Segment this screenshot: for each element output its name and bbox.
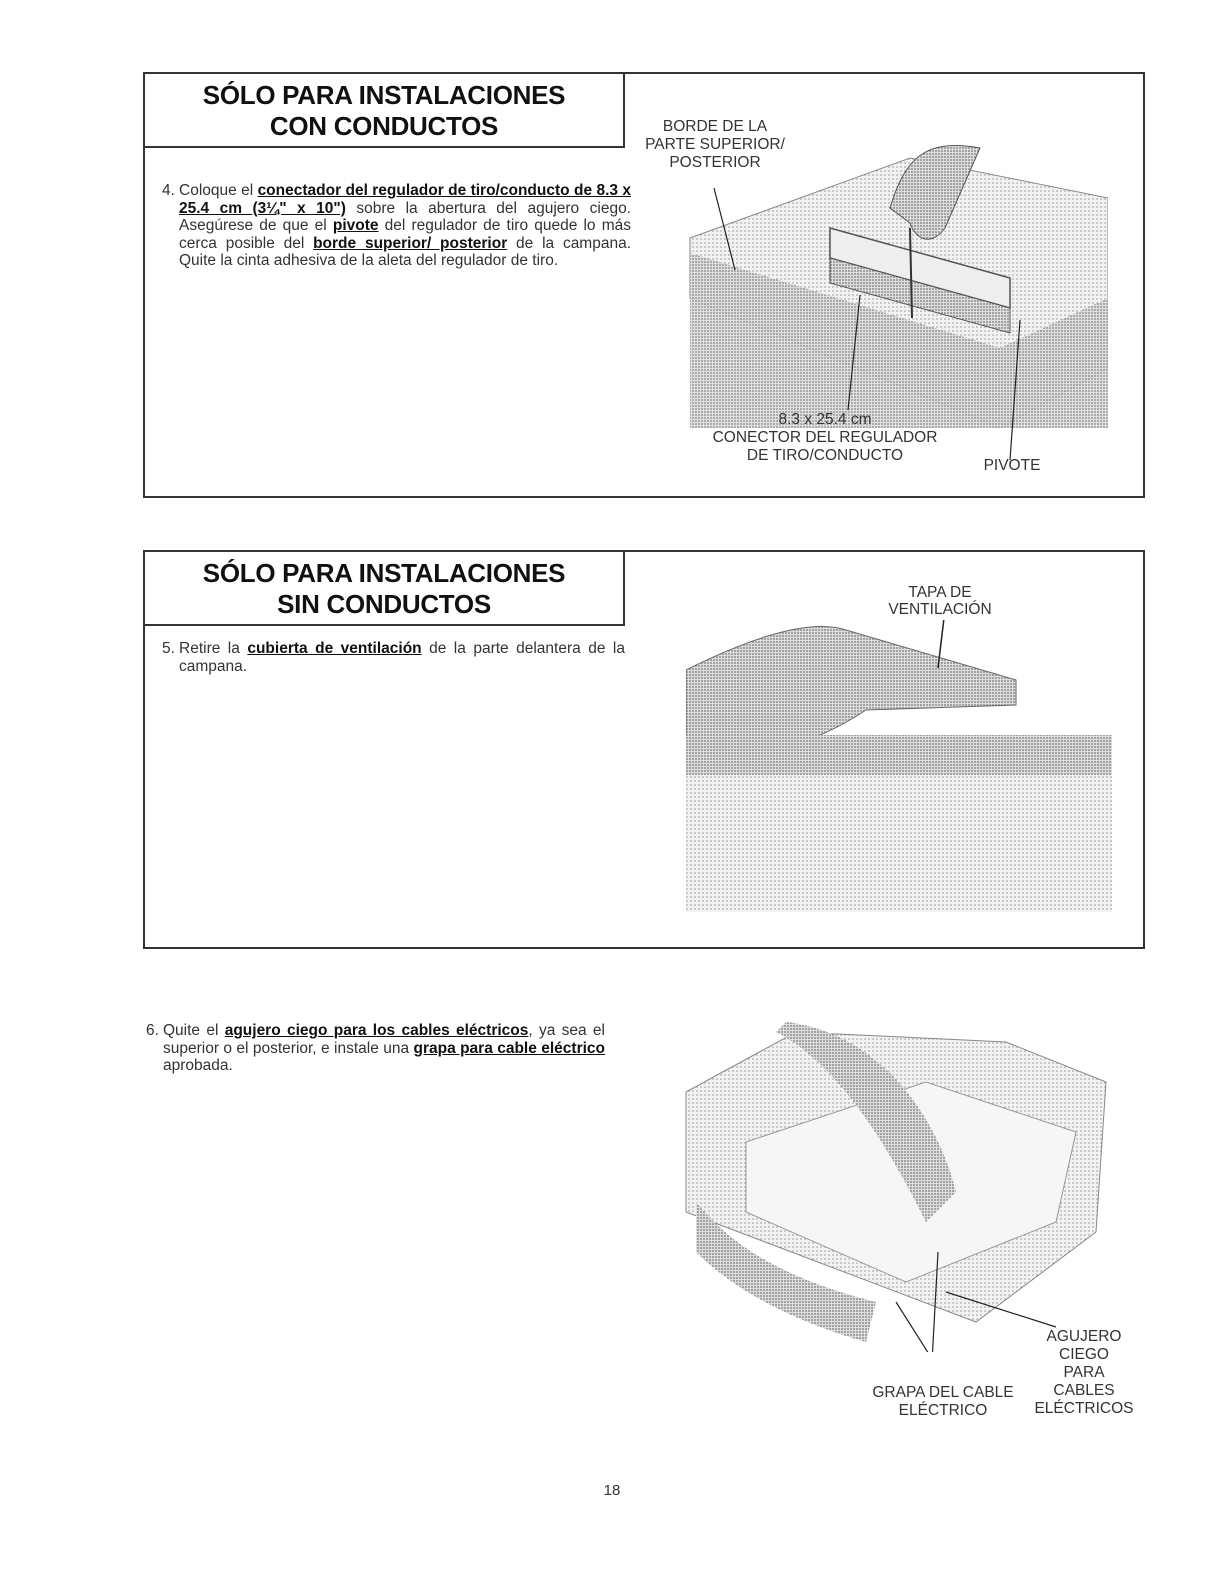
section-title-ducted (145, 74, 625, 148)
step-text-segment: Coloque el (179, 182, 258, 199)
step-number: 4. (162, 182, 175, 199)
section-title-ductless (145, 552, 625, 626)
step-number: 5. (162, 640, 175, 657)
step-text-segment: del regulador de tiro quede lo más cerca posible del (179, 217, 631, 252)
step-text-segment: de la parte delantera de la campana. (179, 640, 625, 675)
title-line-1: SÓLO PARA INSTALACIONES (202, 80, 566, 110)
step-4-text (162, 182, 632, 270)
emphasized-term: cubierta de ventilación (247, 640, 422, 657)
wire-knockout-illustration (676, 1022, 1116, 1352)
step-text-segment: Quite el (163, 1022, 225, 1039)
step-6-text (146, 1022, 606, 1075)
label-damper-connector: 8.3 x 25.4 cm CONECTOR DEL REGULADOR DE TIRO/CONDUCTO (712, 411, 938, 464)
emphasized-term: borde superior/ posterior (313, 234, 508, 252)
title-line-1: SÓLO PARA INSTALACIONES (202, 558, 566, 588)
label-vent-cover: TAPA DE VENTILACIÓN (888, 584, 992, 618)
label-cable-clamp: GRAPA DEL CABLE ELÉCTRICO (872, 1384, 1014, 1419)
emphasized-term: pivote (332, 217, 379, 234)
step-text-segment: sobre la abertura del agujero ciego. Asegúrese de que el (179, 199, 631, 234)
step-text-segment: aprobada. (163, 1057, 233, 1074)
step-text-segment: , ya sea el superior o el posterior, e instale una (163, 1022, 605, 1057)
step-5-text (162, 640, 625, 675)
step-text-segment: de la campana. Quite la cinta adhesiva de la aleta del regulador de tiro. (179, 234, 632, 269)
label-pivot: PIVOTE (983, 457, 1041, 474)
emphasized-term: agujero ciego para los cables eléctricos (224, 1022, 529, 1039)
step-number: 6. (146, 1022, 159, 1039)
emphasized-term: grapa para cable eléctrico (413, 1039, 606, 1057)
label-top-rear-edge: BORDE DE LA PARTE SUPERIOR/ POSTERIOR (645, 118, 785, 171)
step-text-segment: Retire la (179, 640, 248, 657)
title-line-2: SIN CONDUCTOS (277, 589, 491, 619)
page-number: 18 (603, 1482, 621, 1499)
emphasized-term: conectador del regulador de tiro/conducto de 8.3 x 25.4 cm (3¼" x 10") (179, 182, 631, 217)
vent-cover-illustration (686, 620, 1112, 912)
title-line-2: CON CONDUCTOS (269, 111, 499, 141)
label-wire-knockout: AGUJERO CIEGO PARA CABLES ELÉCTRICOS (1034, 1328, 1134, 1417)
